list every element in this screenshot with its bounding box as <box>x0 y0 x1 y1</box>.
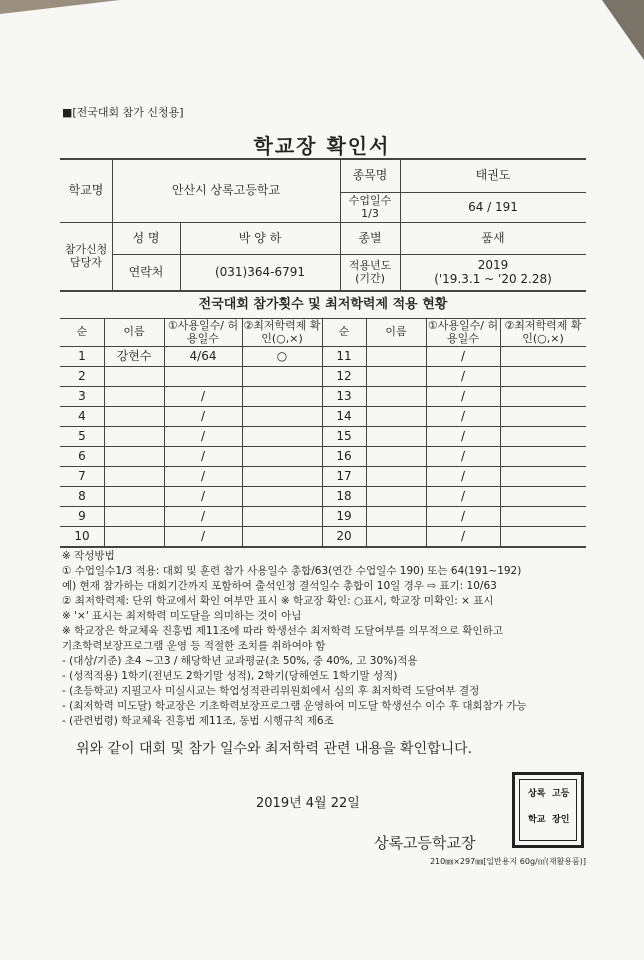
table-cell-name <box>104 526 164 546</box>
header-days: ①사용일수/ 허용일수 <box>427 318 499 345</box>
background-corner <box>584 0 644 60</box>
principal-signature: 상록고등학교장 <box>374 834 476 852</box>
header-days: ①사용일수/ 허용일수 <box>167 318 239 345</box>
category-label: 종별 <box>358 230 382 245</box>
table-cell-no: 6 <box>78 448 86 463</box>
table-cell-name <box>104 366 164 386</box>
table-cell-check <box>242 366 322 386</box>
table-cell-check <box>242 406 322 426</box>
instruction-line: 예) 현재 참가하는 대회기간까지 포함하여 출석인정 결석일수 총합이 10일 경우 ⇨ 표기: 10/63 <box>62 580 497 592</box>
table-cell-days: / <box>460 528 466 543</box>
table-cell-no: 19 <box>336 508 352 523</box>
table-cell-name <box>104 446 164 466</box>
instruction-line: - (성적적용) 1학기(전년도 2학기말 성적), 2학기(당해연도 1학기말 성적) <box>62 670 398 682</box>
name-label: 성 명 <box>132 230 160 245</box>
issue-date: 2019년 4월 22일 <box>256 796 360 811</box>
table-cell-check <box>242 526 322 546</box>
table-cell-no: 7 <box>78 468 86 483</box>
table-cell-check <box>500 466 586 486</box>
table-cell-days: / <box>200 488 206 503</box>
table-cell-check <box>242 506 322 526</box>
table-cell-name <box>366 446 426 466</box>
instruction-line: ※ '×' 표시는 최저학력 미도달을 의미하는 것이 아님 <box>62 610 302 622</box>
event-label: 종목명 <box>352 167 388 182</box>
table-cell-name: 강현수 <box>116 348 152 363</box>
table-cell-days: / <box>200 468 206 483</box>
table-cell-no: 8 <box>78 488 86 503</box>
table-cell-days: / <box>200 408 206 423</box>
year-value: 2019 <box>477 257 509 272</box>
table-cell-check <box>242 466 322 486</box>
table-cell-no: 13 <box>336 388 352 403</box>
official-seal: 상록 고등 학교 장인 <box>512 772 584 848</box>
table-cell-no: 12 <box>336 368 352 383</box>
table-cell-no: 5 <box>78 428 86 443</box>
table-cell-no: 9 <box>78 508 86 523</box>
header-name: 이름 <box>123 325 145 339</box>
header-no: 순 <box>76 325 88 339</box>
table-cell-check <box>500 446 586 466</box>
header-name: 이름 <box>385 325 407 339</box>
header-check: ②최저학력제 확인(○,×) <box>243 318 321 345</box>
year-label: 적용년도 (기간) <box>348 258 392 285</box>
table-cell-check <box>500 526 586 546</box>
year-period: ('19.3.1 ~ '20 2.28) <box>434 272 552 286</box>
table-cell-no: 11 <box>336 348 352 363</box>
instruction-line: ① 수업일수1/3 적용: 대회 및 훈련 참가 사용일수 총합/63(연간 수업일수 190) 또는 64(191~192) <box>62 565 522 577</box>
phone-label: 연락처 <box>128 264 164 279</box>
table-cell-name <box>366 426 426 446</box>
background-corner <box>0 0 120 14</box>
table-cell-no: 17 <box>336 468 352 483</box>
table-cell-check <box>500 406 586 426</box>
header-check: ②최저학력제 확인(○,×) <box>504 318 582 345</box>
table-cell-name <box>366 386 426 406</box>
instruction-line: - (최저학력 미도달) 학교장은 기초학력보장프로그램 운영하여 미도달 학생선수 이수 후 대회참가 가능 <box>62 700 527 712</box>
table-cell-name <box>366 486 426 506</box>
table-cell-no: 18 <box>336 488 352 503</box>
table-cell-no: 3 <box>78 388 86 403</box>
table-cell-no: 16 <box>336 448 352 463</box>
table-cell-check <box>242 386 322 406</box>
table-cell-days: / <box>460 368 466 383</box>
school-value: 안산시 상록고등학교 <box>171 182 281 197</box>
table-cell-name <box>104 386 164 406</box>
instruction-line: - (초등학교) 지필고사 미실시교는 학업성적관리위원회에서 심의 후 최저학력 도달여부 결정 <box>62 685 480 697</box>
table-cell-no: 14 <box>336 408 352 423</box>
instruction-line: 기초학력보장프로그램 운영 등 적절한 조치를 취하여야 함 <box>62 640 326 652</box>
days-label: 수업일수 1/3 <box>348 193 392 220</box>
table-cell-check <box>500 366 586 386</box>
table-cell-no: 4 <box>78 408 86 423</box>
school-label: 학교명 <box>68 182 104 197</box>
table-cell-name <box>104 406 164 426</box>
table-cell-check <box>500 426 586 446</box>
table-cell-check <box>500 506 586 526</box>
table-cell-no: 1 <box>78 348 86 363</box>
instruction-line: - (대상/기준) 초4 ~고3 / 해당학년 교과평균(초 50%, 중 40%, 고 30%)적용 <box>62 655 418 667</box>
days-value: 64 / 191 <box>468 199 518 214</box>
instruction-line: - (관련법령) 학교체육 진흥법 제11조, 동법 시행규칙 제6조 <box>62 715 334 727</box>
table-cell-name <box>366 506 426 526</box>
table-cell-no: 15 <box>336 428 352 443</box>
table-cell-name <box>104 466 164 486</box>
table-cell-check <box>500 346 586 366</box>
table-cell-days: / <box>460 388 466 403</box>
table-cell-name <box>366 526 426 546</box>
table-cell-days: / <box>460 468 466 483</box>
table-cell-days: / <box>200 528 206 543</box>
confirm-statement: 위와 같이 대회 및 참가 일수와 최저학력 관련 내용을 확인합니다. <box>76 741 473 757</box>
table-cell-check <box>242 486 322 506</box>
section-title: 전국대회 참가횟수 및 최저학력제 적용 현황 <box>198 297 448 313</box>
table-cell-days: / <box>460 348 466 363</box>
instruction-line: ※ 작성방법 <box>62 550 115 562</box>
name-value: 박 양 하 <box>238 230 282 245</box>
table-cell-check: ○ <box>276 348 288 363</box>
paper-spec: 210㎜×297㎜[일반용지 60g/㎡(재활용품)] <box>429 857 586 866</box>
table-cell-check <box>500 386 586 406</box>
table-cell-days: / <box>460 448 466 463</box>
category-value: 품새 <box>481 230 505 245</box>
event-value: 태권도 <box>475 167 511 182</box>
table-cell-days <box>164 366 242 386</box>
instruction-line: ② 최저학력제: 단위 학교에서 확인 여부만 표시 ※ 학교장 확인: ○표시, 학교장 미확인: × 표시 <box>62 595 494 607</box>
table-cell-check <box>242 426 322 446</box>
table-cell-days: / <box>460 408 466 423</box>
table-cell-no: 10 <box>74 528 90 543</box>
table-cell-check <box>242 446 322 466</box>
table-cell-days: / <box>200 428 206 443</box>
year-cell <box>400 254 586 290</box>
table-cell-days: / <box>200 448 206 463</box>
table-cell-name <box>366 466 426 486</box>
header-no: 순 <box>338 325 350 339</box>
table-cell-days: / <box>460 488 466 503</box>
table-cell-name <box>104 486 164 506</box>
form-tag: ■[전국대회 참가 신청용] <box>62 106 184 119</box>
table-cell-days: 4/64 <box>189 348 217 363</box>
table-cell-name <box>366 366 426 386</box>
table-cell-name <box>104 506 164 526</box>
contact-label: 참가신청 담당자 <box>64 242 108 269</box>
table-cell-name <box>366 346 426 366</box>
page-title: 학교장 확인서 <box>253 134 391 158</box>
table-cell-name <box>366 406 426 426</box>
table-cell-check <box>500 486 586 506</box>
table-cell-days: / <box>200 508 206 523</box>
table-cell-days: / <box>200 388 206 403</box>
table-cell-no: 20 <box>336 528 352 543</box>
table-cell-no: 2 <box>78 368 86 383</box>
table-cell-days: / <box>460 508 466 523</box>
table-cell-name <box>104 426 164 446</box>
instruction-line: ※ 학교장은 학교체육 진흥법 제11조에 따라 학생선수 최저학력 도달여부를 의무적으로 확인하고 <box>62 625 503 637</box>
table-cell-days: / <box>460 428 466 443</box>
phone-value: (031)364-6791 <box>214 264 306 279</box>
